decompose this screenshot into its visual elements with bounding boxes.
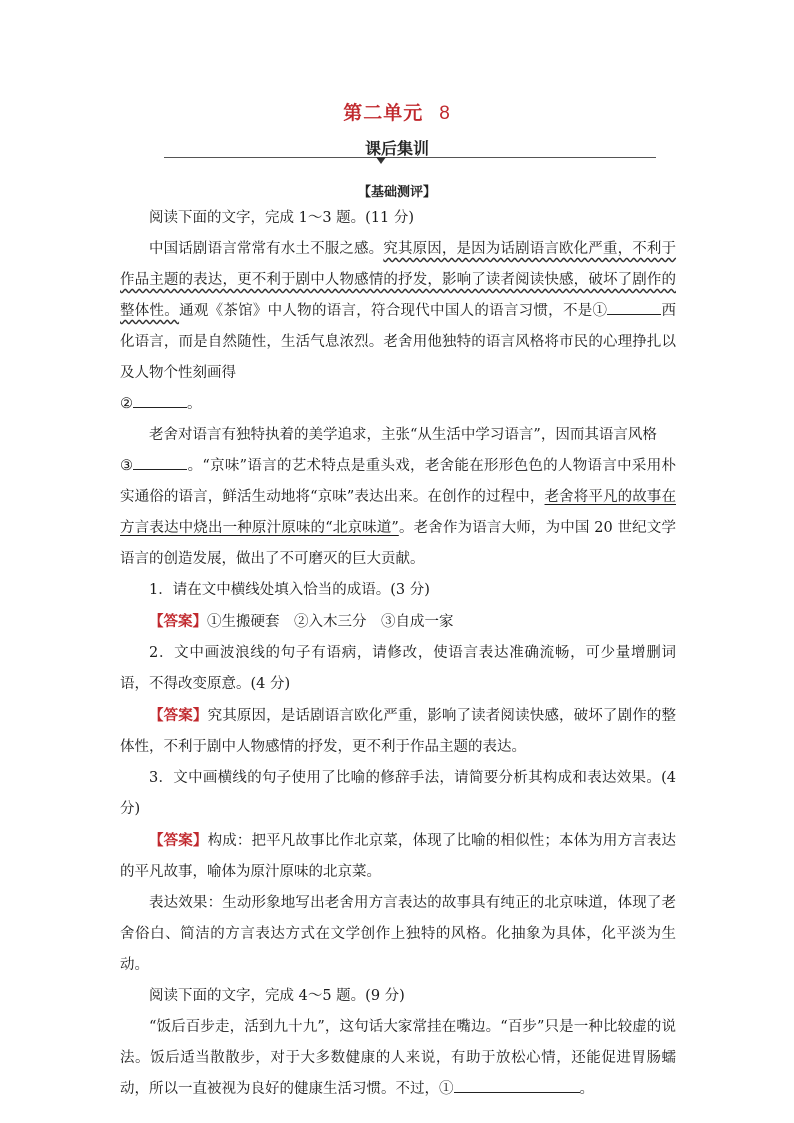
blank-2: [133, 391, 187, 408]
passage2-text: “饭后百步走，活到九十九”，这句话大家常挂在嘴边。“百步”只是一种比较虚的说法。饭后适当散散步，对于大多数健康的人来说，有助于放松心情，还能促进胃肠蠕动，所以一直被视为良好的健康生活习惯。不过，①: [120, 1019, 676, 1097]
triangle-marker-icon: [376, 157, 386, 164]
blank-2-marker: ②: [120, 396, 133, 412]
answer-1-text: ①生搬硬套 ②入木三分 ③自成一家: [207, 614, 454, 630]
p2-mid: 。“京味”语言的艺术特点是重头戏，老舍能在形形色色的人物语言中采用朴实通俗的语言，鲜活生动地将“京味”表达出来。在创作的过程中，: [120, 458, 677, 505]
underlined-sentence: 老舍将平凡的故事在方言表达中烧出一种原汁原味的“北京味道”: [120, 489, 676, 536]
answer-tag: 【答案】: [149, 832, 208, 849]
passage2-intro: 阅读下面的文字，完成 4～5 题。(9 分): [149, 988, 405, 1004]
blank-3-marker: ③: [120, 458, 134, 474]
page-subtitle: 课后集训: [364, 139, 429, 158]
section-heading: 【基础测评】: [357, 185, 436, 200]
answer-tag: 【答案】: [149, 613, 207, 630]
unit-title: [0, 98, 794, 125]
answer-3-text: 构成：把平凡故事比作北京菜，体现了比喻的相似性；本体为用方言表达的平凡故事，喻体为原汁原味的北京菜。: [120, 833, 677, 880]
document-body: [120, 203, 676, 1105]
passage1-intro: 阅读下面的文字，完成 1～3 题。(11 分): [149, 210, 415, 226]
answer-2-text: 究其原因，是话剧语言欧化严重，影响了读者阅读快感，破坏了剧作的整体性，不利于剧中人物感情的抒发，更不利于作品主题的表达。: [120, 708, 677, 755]
passage1-paragraph1: [120, 234, 676, 420]
question-1: 1．请在文中横线处填入恰当的成语。(3 分): [149, 582, 430, 598]
header-divider: [164, 157, 656, 158]
blank-4: [454, 1076, 580, 1093]
answer-2: [120, 700, 676, 763]
passage2-paragraph1: [120, 1012, 676, 1105]
question-3: 3．文中画横线的句子使用了比喻的修辞手法，请简要分析其构成和表达效果。(4 分): [120, 770, 676, 817]
answer-1: [120, 606, 676, 638]
answer-tag: 【答案】: [149, 707, 208, 724]
blank-1: [607, 298, 661, 315]
p1-end: 。: [187, 396, 202, 412]
p1-start: 中国话剧语言常常有水土不服之感。: [149, 241, 384, 257]
passage1-paragraph2: [120, 420, 676, 575]
wavy-underlined-sentence: 究其原因，是因为话剧语言欧化严重，不利于作品主题的表达，更不利于剧中人物感情的抒发，影响了读者阅读快感，破坏了剧作的整体性。: [120, 241, 677, 319]
passage2-end: 。: [579, 1081, 594, 1097]
p2-start: 老舍对语言有独特执着的美学追求，主张“从生活中学习语言”，因而其语言风格: [149, 427, 657, 443]
unit-number: 8: [439, 103, 451, 124]
p2-end: 。老舍作为语言大师，为中国 20 世纪文学语言的创造发展，做出了不可磨灭的巨大贡献。: [120, 520, 676, 567]
p1-mid2: 西化语言，而是自然随性，生活气息浓烈。老舍用他独特的语言风格将市民的心理挣扎以及人物个性刻画得: [120, 303, 677, 381]
answer-3: [120, 825, 676, 888]
question-2: 2．文中画波浪线的句子有语病，请修改，使语言表达准确流畅，可少量增删词语，不得改变原意。(4 分): [120, 645, 676, 692]
unit-title-text: 第二单元: [343, 102, 424, 124]
blank-3: [133, 453, 187, 470]
p1-mid: 通观《茶馆》中人物的语言，符合现代中国人的语言习惯，不是①: [179, 303, 608, 319]
answer-3-effect: 表达效果：生动形象地写出老舍用方言表达的故事具有纯正的北京味道，体现了老舍俗白、简洁的方言表达方式在文学创作上独特的风格。化抽象为具体，化平淡为生动。: [120, 895, 676, 973]
